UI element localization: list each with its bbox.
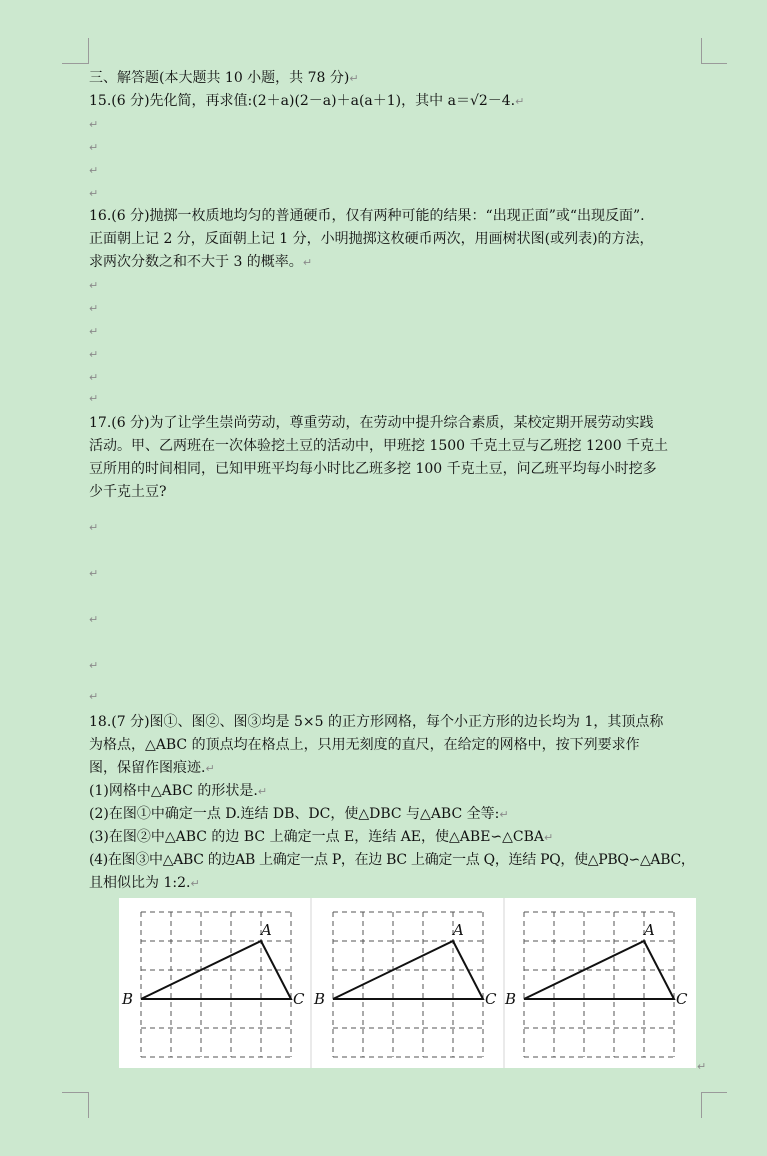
paragraph-mark: ↵ [89,164,99,177]
paragraph-mark: ↵ [89,302,99,315]
vertex-label-c: C [485,990,497,1008]
question-18-part-4: (4)在图③中△ABC 的边AB 上确定一点 P，在边 BC 上确定一点 Q，连结 PQ，使△PBQ∽△ABC， [89,852,695,868]
grid-figures [119,898,696,1068]
question-18-part-3: (3)在图②中△ABC 的边 BC 上确定一点 E，连结 AE，使△ABE∽△CBA↵ [89,829,554,845]
paragraph-mark: ↵ [89,613,99,626]
vertex-label-b: B [122,990,134,1008]
paragraph-mark: ↵ [89,325,99,338]
paragraph-mark: ↵ [89,521,99,534]
paragraph-mark: ↵ [89,392,99,405]
figure-2 [313,912,497,1057]
grid-figures-svg [119,898,696,1068]
paragraph-mark: ↵ [515,95,525,108]
paragraph-mark: ↵ [257,785,268,798]
paragraph-mark: ↵ [89,279,99,292]
vertex-label-a: A [644,921,655,939]
figure-1 [121,912,305,1057]
vertex-label-b: B [314,990,326,1008]
paragraph-mark: ↵ [89,141,99,154]
question-17-line-1: 17.(6 分)为了让学生崇尚劳动，尊重劳动，在劳动中提升综合素质，某校定期开展劳动实践 [89,415,654,431]
question-16-line-1: 16.(6 分)抛掷一枚质地均匀的普通硬币，仅有两种可能的结果：“出现正面”或“出现反面”. [89,208,645,224]
section-heading: 三、解答题(本大题共 10 小题，共 78 分)↵ [89,70,359,86]
vertex-label-a: A [261,921,272,939]
question-18-line-3: 图，保留作图痕迹.↵ [89,760,215,776]
question-16-line-3: 求两次分数之和不大于 3 的概率。↵ [89,254,313,270]
paragraph-mark: ↵ [89,690,99,703]
question-18-line-2: 为格点，△ABC 的顶点均在格点上，只用无刻度的直尺，在给定的网格中，按下列要求作 [89,737,640,753]
question-18-part-2: (2)在图①中确定一点 D.连结 DB、DC，使△DBC 与△ABC 全等:↵ [89,806,509,822]
paragraph-mark: ↵ [89,567,99,580]
question-17-line-3: 豆所用的时间相同，已知甲班平均每小时比乙班多挖 100 千克土豆，问乙班平均每小时挖多 [89,461,657,477]
paragraph-mark: ↵ [499,808,509,821]
question-18-line-1: 18.(7 分)图①、图②、图③均是 5×5 的正方形网格，每个小正方形的边长均为 1，其顶点称 [89,714,664,730]
paragraph-mark: ↵ [89,348,99,361]
paragraph-mark: ↵ [89,118,99,131]
vertex-label-b: B [505,990,517,1008]
paragraph-mark: ↵ [89,659,99,672]
question-18-part-4-cont: 且相似比为 1:2.↵ [89,875,200,891]
vertex-label-a: A [453,921,464,939]
question-17-line-2: 活动。甲、乙两班在一次体验挖土豆的活动中，甲班挖 1500 千克土豆与乙班挖 1200 千克土 [89,438,669,454]
vertex-label-c: C [293,990,305,1008]
paragraph-mark: ↵ [89,371,99,384]
vertex-label-c: C [676,990,688,1008]
paragraph-mark: ↵ [190,877,200,890]
question-15: 15.(6 分)先化简，再求值:(2＋a)(2－a)＋a(a＋1)，其中 a＝√2－4.↵ [89,93,525,109]
question-16-line-2: 正面朝上记 2 分，反面朝上记 1 分，小明抛掷这枚硬币两次，用画树状图(或列表)的方法， [89,231,654,247]
figure-3 [504,912,688,1057]
paragraph-mark: ↵ [302,256,313,269]
paragraph-mark: ↵ [89,187,99,200]
paragraph-mark: ↵ [697,1060,707,1073]
question-18-part-1: (1)网格中△ABC 的形状是.↵ [89,783,268,799]
question-17-line-4: 少千克土豆? [89,484,167,500]
paragraph-mark: ↵ [205,762,215,775]
paragraph-mark: ↵ [544,831,554,844]
paragraph-mark: ↵ [349,72,359,85]
